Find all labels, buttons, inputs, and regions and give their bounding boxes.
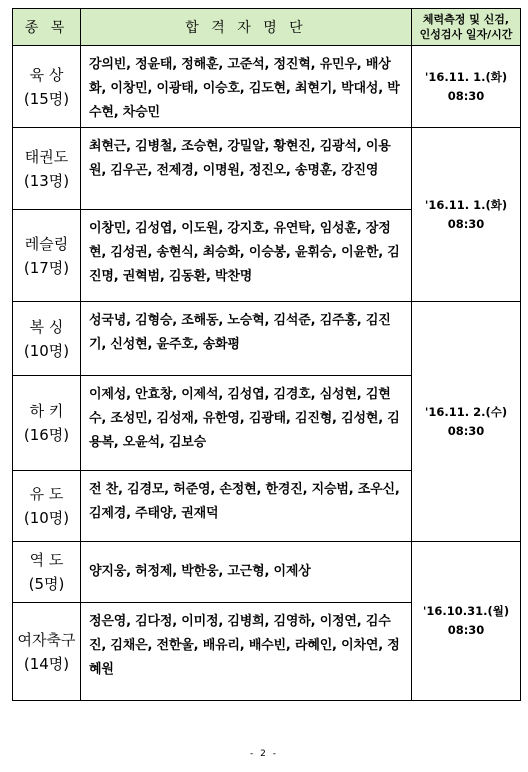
page-number: - 2 - xyxy=(250,749,278,759)
event-cell xyxy=(13,46,81,128)
event-name: 역 도 xyxy=(29,551,64,569)
header-schedule-line1: 체력측정 및 신검, xyxy=(422,13,510,26)
results-table xyxy=(12,8,521,701)
schedule-date: '16.11. 1.(화) xyxy=(424,69,508,84)
table-row xyxy=(13,302,521,376)
names-cell: 강의빈, 정윤태, 정해훈, 고준석, 정진혁, 유민우, 배상화, 이창민, 이광태, 이승호, 김도현, 최현기, 박대성, 박수현, 차승민 xyxy=(81,46,412,128)
event-cell xyxy=(13,210,81,302)
names-cell: 정은영, 김다정, 이미정, 김병희, 김영하, 이정연, 김수진, 김채은, 전한울, 배유리, 배수빈, 라혜인, 이차연, 정혜원 xyxy=(81,603,412,701)
names-cell: 성국녕, 김형승, 조해동, 노승혁, 김석준, 김주홍, 김진기, 신성현, 윤주호, 송화평 xyxy=(81,302,412,376)
event-cell xyxy=(13,542,81,603)
event-cell xyxy=(13,376,81,471)
event-count: (17명) xyxy=(23,258,70,277)
event-name: 육 상 xyxy=(29,65,64,84)
event-name: 레슬링 xyxy=(24,234,69,253)
schedule-time: 08:30 xyxy=(447,88,485,103)
event-count: (15명) xyxy=(23,89,70,108)
schedule-cell xyxy=(412,542,521,701)
header-schedule-line2: 인성검사 일자/시간 xyxy=(419,28,513,41)
header-schedule xyxy=(412,9,521,46)
schedule-date: '16.10.31.(월) xyxy=(422,604,510,618)
event-cell xyxy=(13,603,81,701)
header-event: 종 목 xyxy=(13,9,81,46)
event-count: (10명) xyxy=(23,341,70,360)
event-name: 하 키 xyxy=(29,402,64,420)
schedule-cell xyxy=(412,46,521,128)
event-count: (5명) xyxy=(28,575,65,593)
names-cell: 전 찬, 김경모, 허준영, 손정현, 한경진, 지승범, 조우신, 김제경, 주태양, 권재덕 xyxy=(81,471,412,542)
table-row xyxy=(13,46,521,128)
event-name: 태권도 xyxy=(24,147,69,166)
event-cell xyxy=(13,128,81,210)
table-row xyxy=(13,128,521,210)
header-row xyxy=(13,9,521,46)
schedule-cell xyxy=(412,302,521,542)
schedule-time: 08:30 xyxy=(447,623,485,637)
names-cell: 양지웅, 허정제, 박한웅, 고근형, 이제상 xyxy=(81,542,412,603)
event-name: 유 도 xyxy=(29,485,64,503)
event-count: (14명) xyxy=(23,654,70,673)
table-header xyxy=(13,9,521,46)
table-row xyxy=(13,542,521,603)
names-cell: 최현근, 김병철, 조승현, 강밀알, 황현진, 김광석, 이용원, 김우곤, 전제경, 이명원, 정진오, 송명훈, 강진영 xyxy=(81,128,412,210)
schedule-date: '16.11. 1.(화) xyxy=(424,197,508,212)
header-names: 합 격 자 명 단 xyxy=(81,9,412,46)
event-count: (10명) xyxy=(23,509,70,527)
names-cell: 이제성, 안효창, 이제석, 김성엽, 김경호, 심성현, 김현수, 조성민, 김성재, 유한영, 김광태, 김진형, 김성현, 김용복, 오윤석, 김보승 xyxy=(81,376,412,471)
event-count: (13명) xyxy=(23,171,70,190)
schedule-time: 08:30 xyxy=(447,423,485,438)
event-name: 여자축구 xyxy=(17,630,76,649)
table-body xyxy=(13,46,521,701)
event-cell xyxy=(13,471,81,542)
schedule-date: '16.11. 2.(수) xyxy=(424,404,508,419)
names-cell: 이창민, 김성엽, 이도원, 강지호, 유연탁, 임성훈, 장정현, 김성권, 송현식, 최승화, 이승봉, 윤휘승, 이윤한, 김진명, 권혁범, 김동환, 박찬명 xyxy=(81,210,412,302)
schedule-time: 08:30 xyxy=(447,216,485,231)
schedule-cell xyxy=(412,128,521,302)
event-cell xyxy=(13,302,81,376)
event-count: (16명) xyxy=(23,426,70,444)
event-name: 복 싱 xyxy=(29,317,64,336)
